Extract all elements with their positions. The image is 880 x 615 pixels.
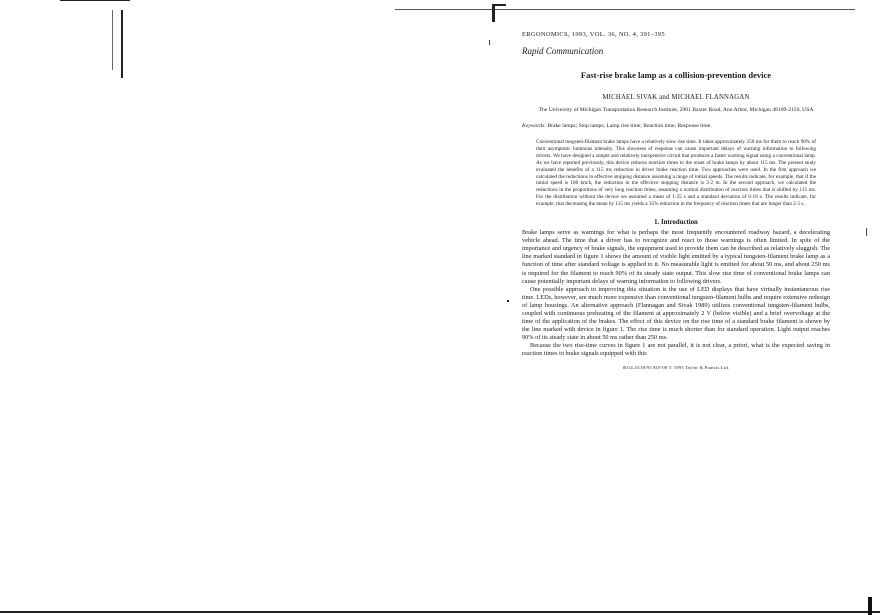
page-corner-mark <box>868 597 872 615</box>
paper-authors: MICHAEL SIVAK and MICHAEL FLANNAGAN <box>602 94 750 101</box>
keywords-text: Brake lamps; Stop lamps; Lamp rise time; Reaction time; Response time. <box>547 123 712 129</box>
scan-bottom-rule <box>0 611 880 613</box>
paper-title: Fast-rise brake lamp as a collision-prevention device <box>580 70 772 80</box>
scan-right-tick <box>866 228 867 236</box>
journal-citation: ERGONOMICS, 1993, VOL. 36, NO. 4, 391–395 <box>522 31 665 38</box>
abstract: Conventional tungsten-filament brake lamps have a relatively slow rise time. It takes approximately 250 ms for them to reach 90% of their asymptotic luminous intensity. This slowness of response can cause important delays of warning information to following drivers. We have designed a simple and relatively inexpensive circuit that produces a faster warning signal using a conventional lamp. As we have reported previously, this device reduces reaction times to the onset of brake lamps by about 115 ms. The present study evaluated the benefits of a 115 ms reduction in driver brake reaction time. Two approaches were used. In the first approach we calculated the reductions in effective stopping distance assuming a range of initial speeds. The results indicate, for example, that if the initial speed is 100 km/h, the reduction in the effective stopping distance is 3·2 m. In the second approach, we calculated the reductions in the proportions of very long reaction times, assuming a normal distribution of reaction times that is shifted by 115 ms. For the distribution without the device we assumed a mean of 1·25 s and a standard deviation of 0·16 s. The results indicate, for example, that decreasing the mean by 115 ms yields a 35% reduction in the frequency of reaction times that are longer than 2·5 s. <box>536 139 816 208</box>
section-label: Rapid Communication <box>522 46 604 56</box>
author-affiliation: The University of Michigan Transportation Research Institute, 2901 Baxter Road, Ann Arbor, Michigan 48109-2150, USA <box>538 107 814 113</box>
scan-dot <box>507 300 509 302</box>
scan-binding-line-1 <box>112 10 113 70</box>
scan-binding-line-2 <box>121 10 123 78</box>
scan-top-rule-right <box>395 9 855 10</box>
keywords-line <box>522 122 830 130</box>
scan-corner-mark-tick <box>492 4 506 6</box>
scan-corner-mark <box>492 4 495 22</box>
body-paragraph: Brake lamps serve as warnings for what is perhaps the most frequently encountered roadway hazard, a decelerating vehicle ahead. The time that a driver has to recognize and react to those warnings is often limited. In spite of the importance and urgency of brake signals, the equipment used to provide them can be described as relatively sluggish. The line marked standard in figure 1 shows the amount of visible light emitted by a typical tungsten-filament brake lamp as a function of time after standard voltage is applied to it. No measurable light is emitted for about 50 ms, and about 250 ms is required for the filament to reach 90% of its steady state output. This slow rise time of conventional brake lamps can cause potentially important delays of warning information to following drivers. <box>522 229 830 285</box>
copyright-footer: 0014–0139/93 $10·00 © 1993 Taylor & Francis Ltd. <box>622 364 730 370</box>
scan-margin-mark <box>489 40 490 45</box>
body-paragraph: One possible approach to improving this situation is the use of LED displays that have virtually instantaneous rise time. LEDs, however, are much more expensive than conventional tungsten-filament bulbs and require extensive redesign of lamp housings. An alternative approach (Flannagan and Sivak 1989) utilizes conventional tungsten-filament bulbs, coupled with continuous preheating of the filament at approximately 2 V (below visible) and a brief overvoltage at the time of the application of the brakes. The effect of this device on the rise time of a standard brake filament is shown by the line marked with device in figure 1. The rise time is much shorter than for standard operation. Light output reaches 90% of its steady state in about 50 ms rather than 250 ms. <box>522 285 830 342</box>
scan-top-rule-left <box>60 0 130 1</box>
journal-page <box>522 30 830 370</box>
body-paragraph: Because the two rise-time curves in figure 1 are not parallel, it is not clear, a priori, what is the expected saving in reaction times to brake signals equipped with this <box>522 342 830 358</box>
keywords-label: Keywords: <box>522 123 547 129</box>
section-heading-introduction: 1. Introduction <box>654 219 698 227</box>
